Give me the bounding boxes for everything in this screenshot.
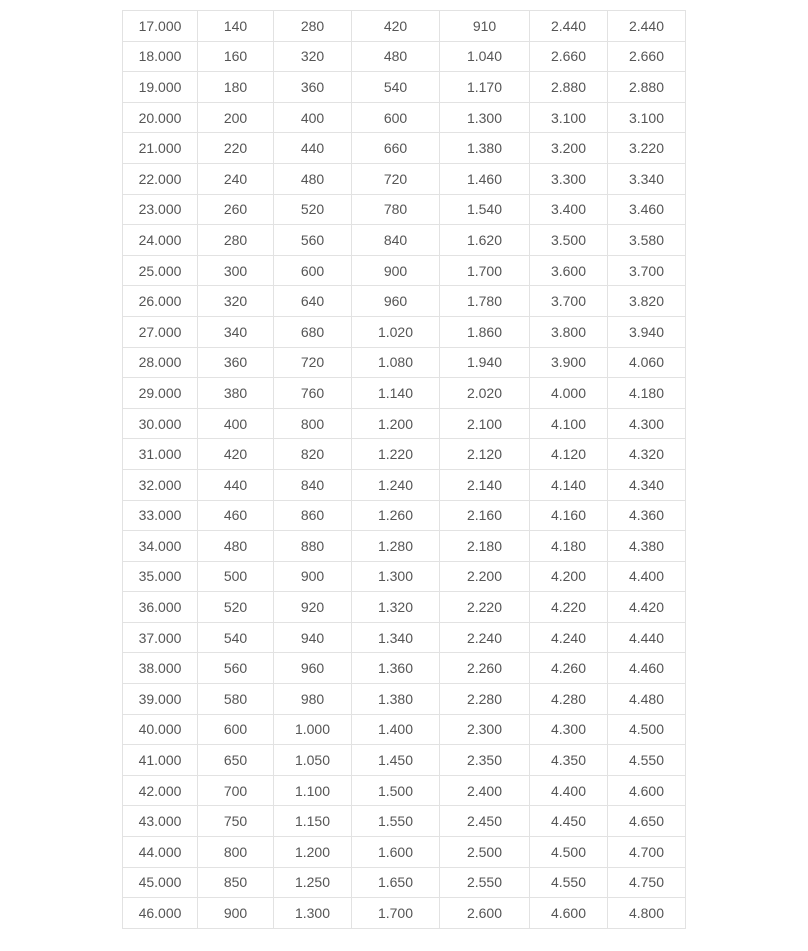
table-row [123,439,686,470]
table-cell: 43.000 [123,806,198,837]
table-cell: 680 [274,316,352,347]
table-row [123,561,686,592]
table-cell: 39.000 [123,684,198,715]
table-cell: 760 [274,378,352,409]
table-cell: 400 [198,408,274,439]
table-cell: 21.000 [123,133,198,164]
table-cell: 200 [198,102,274,133]
table-cell: 1.340 [352,622,440,653]
table-cell: 4.800 [608,898,686,929]
table-cell: 1.140 [352,378,440,409]
table-row [123,286,686,317]
table-row [123,622,686,653]
table-cell: 320 [274,41,352,72]
table-cell: 3.340 [608,163,686,194]
table-cell: 3.100 [530,102,608,133]
table-cell: 41.000 [123,745,198,776]
table-cell: 560 [274,225,352,256]
table-cell: 2.220 [440,592,530,623]
table-cell: 2.100 [440,408,530,439]
table-cell: 22.000 [123,163,198,194]
table-cell: 460 [198,500,274,531]
table-cell: 580 [198,684,274,715]
table-cell: 220 [198,133,274,164]
table-cell: 1.040 [440,41,530,72]
table-cell: 240 [198,163,274,194]
table-cell: 4.600 [530,898,608,929]
table-cell: 1.260 [352,500,440,531]
table-cell: 4.120 [530,439,608,470]
table-cell: 600 [198,714,274,745]
table-cell: 44.000 [123,837,198,868]
table-cell: 33.000 [123,500,198,531]
table-cell: 4.440 [608,622,686,653]
table-cell: 880 [274,531,352,562]
table-cell: 4.000 [530,378,608,409]
table-cell: 840 [274,469,352,500]
table-cell: 420 [352,11,440,42]
table-cell: 2.880 [530,72,608,103]
table-row [123,225,686,256]
table-cell: 1.360 [352,653,440,684]
table-cell: 540 [198,622,274,653]
table-cell: 4.260 [530,653,608,684]
table-cell: 1.600 [352,837,440,868]
table-cell: 2.440 [608,11,686,42]
table-cell: 38.000 [123,653,198,684]
table-cell: 160 [198,41,274,72]
table-cell: 4.180 [530,531,608,562]
table-cell: 36.000 [123,592,198,623]
table-row [123,378,686,409]
table-cell: 4.450 [530,806,608,837]
table-cell: 42.000 [123,775,198,806]
table-cell: 920 [274,592,352,623]
table-cell: 1.700 [440,255,530,286]
table-cell: 34.000 [123,531,198,562]
table-cell: 2.180 [440,531,530,562]
table-cell: 1.020 [352,316,440,347]
table-row [123,745,686,776]
table-cell: 4.600 [608,775,686,806]
table-row [123,653,686,684]
table-cell: 560 [198,653,274,684]
table-cell: 720 [274,347,352,378]
table-cell: 140 [198,11,274,42]
table-row [123,255,686,286]
table-row [123,11,686,42]
table-cell: 360 [274,72,352,103]
table-cell: 4.480 [608,684,686,715]
table-cell: 640 [274,286,352,317]
table-cell: 540 [352,72,440,103]
table-cell: 2.660 [608,41,686,72]
data-table [122,10,686,929]
table-cell: 260 [198,194,274,225]
table-cell: 46.000 [123,898,198,929]
table-cell: 2.120 [440,439,530,470]
table-cell: 380 [198,378,274,409]
table-cell: 2.550 [440,867,530,898]
table-cell: 4.280 [530,684,608,715]
table-cell: 3.600 [530,255,608,286]
table-row [123,347,686,378]
table-cell: 3.900 [530,347,608,378]
table-cell: 780 [352,194,440,225]
table-cell: 1.780 [440,286,530,317]
table-cell: 4.550 [530,867,608,898]
table-cell: 29.000 [123,378,198,409]
table-cell: 2.400 [440,775,530,806]
table-cell: 3.800 [530,316,608,347]
table-cell: 4.350 [530,745,608,776]
table-cell: 480 [274,163,352,194]
table-row [123,714,686,745]
table-cell: 31.000 [123,439,198,470]
table-cell: 35.000 [123,561,198,592]
table-cell: 1.320 [352,592,440,623]
table-cell: 2.350 [440,745,530,776]
table-cell: 20.000 [123,102,198,133]
table-cell: 40.000 [123,714,198,745]
table-cell: 1.550 [352,806,440,837]
table-cell: 17.000 [123,11,198,42]
table-cell: 1.170 [440,72,530,103]
table-cell: 1.300 [352,561,440,592]
table-row [123,837,686,868]
table-cell: 1.150 [274,806,352,837]
table-cell: 3.200 [530,133,608,164]
table-cell: 280 [198,225,274,256]
table-cell: 2.500 [440,837,530,868]
table-cell: 4.100 [530,408,608,439]
table-cell: 3.580 [608,225,686,256]
table-cell: 1.940 [440,347,530,378]
table-row [123,806,686,837]
table-cell: 800 [198,837,274,868]
table-cell: 480 [352,41,440,72]
table-cell: 30.000 [123,408,198,439]
table-cell: 1.540 [440,194,530,225]
table-cell: 750 [198,806,274,837]
table-cell: 4.460 [608,653,686,684]
table-row [123,469,686,500]
table-cell: 1.400 [352,714,440,745]
table-cell: 910 [440,11,530,42]
table-cell: 4.550 [608,745,686,776]
table-cell: 2.660 [530,41,608,72]
table-cell: 900 [198,898,274,929]
table-cell: 23.000 [123,194,198,225]
table-cell: 280 [274,11,352,42]
table-cell: 3.400 [530,194,608,225]
table-cell: 1.000 [274,714,352,745]
table-cell: 26.000 [123,286,198,317]
table-cell: 900 [274,561,352,592]
table-cell: 4.650 [608,806,686,837]
table-cell: 32.000 [123,469,198,500]
table-cell: 37.000 [123,622,198,653]
table-row [123,102,686,133]
table-row [123,72,686,103]
table-cell: 2.020 [440,378,530,409]
table-cell: 3.220 [608,133,686,164]
table-cell: 18.000 [123,41,198,72]
table-cell: 2.140 [440,469,530,500]
table-cell: 4.700 [608,837,686,868]
table-cell: 2.260 [440,653,530,684]
table-cell: 4.420 [608,592,686,623]
table-cell: 360 [198,347,274,378]
table-cell: 820 [274,439,352,470]
table-row [123,133,686,164]
table-cell: 4.160 [530,500,608,531]
table-cell: 4.220 [530,592,608,623]
table-cell: 45.000 [123,867,198,898]
table-cell: 1.460 [440,163,530,194]
table-cell: 1.240 [352,469,440,500]
table-cell: 3.300 [530,163,608,194]
table-cell: 980 [274,684,352,715]
table-cell: 1.650 [352,867,440,898]
table-cell: 1.050 [274,745,352,776]
table-cell: 4.060 [608,347,686,378]
table-cell: 2.300 [440,714,530,745]
table-cell: 180 [198,72,274,103]
table-row [123,500,686,531]
table-cell: 1.100 [274,775,352,806]
table-cell: 2.280 [440,684,530,715]
table-cell: 1.380 [352,684,440,715]
table-cell: 4.750 [608,867,686,898]
table-cell: 700 [198,775,274,806]
table-cell: 4.400 [608,561,686,592]
table-cell: 4.400 [530,775,608,806]
table-cell: 1.300 [274,898,352,929]
table-cell: 3.700 [530,286,608,317]
table-cell: 900 [352,255,440,286]
table-cell: 3.100 [608,102,686,133]
table-cell: 940 [274,622,352,653]
table-cell: 520 [198,592,274,623]
table-cell: 720 [352,163,440,194]
table-cell: 500 [198,561,274,592]
table-cell: 28.000 [123,347,198,378]
table-cell: 4.180 [608,378,686,409]
table-cell: 2.240 [440,622,530,653]
table-row [123,684,686,715]
table-row [123,867,686,898]
table-cell: 4.240 [530,622,608,653]
table-cell: 2.200 [440,561,530,592]
table-cell: 4.200 [530,561,608,592]
table-row [123,531,686,562]
table-cell: 850 [198,867,274,898]
table-cell: 1.250 [274,867,352,898]
table-cell: 3.460 [608,194,686,225]
table-cell: 600 [274,255,352,286]
table-cell: 1.450 [352,745,440,776]
table-cell: 4.340 [608,469,686,500]
table-cell: 1.860 [440,316,530,347]
table-cell: 840 [352,225,440,256]
table-cell: 1.500 [352,775,440,806]
table-cell: 27.000 [123,316,198,347]
table-cell: 520 [274,194,352,225]
table-cell: 4.360 [608,500,686,531]
table-cell: 25.000 [123,255,198,286]
table-cell: 600 [352,102,440,133]
table-row [123,775,686,806]
table-cell: 1.620 [440,225,530,256]
table-cell: 1.200 [352,408,440,439]
table-row [123,41,686,72]
table-cell: 4.500 [608,714,686,745]
table-row [123,592,686,623]
table-cell: 3.820 [608,286,686,317]
table-cell: 4.300 [530,714,608,745]
table-cell: 19.000 [123,72,198,103]
table-row [123,898,686,929]
table-cell: 2.160 [440,500,530,531]
table-cell: 3.940 [608,316,686,347]
table-cell: 860 [274,500,352,531]
table-cell: 3.500 [530,225,608,256]
table-cell: 1.080 [352,347,440,378]
table-cell: 4.140 [530,469,608,500]
table-row [123,408,686,439]
table-cell: 400 [274,102,352,133]
table-body [123,11,686,929]
table-cell: 420 [198,439,274,470]
table-cell: 340 [198,316,274,347]
table-cell: 650 [198,745,274,776]
table-row [123,163,686,194]
table-row [123,194,686,225]
table-row [123,316,686,347]
table-cell: 1.300 [440,102,530,133]
table-cell: 2.440 [530,11,608,42]
table-cell: 320 [198,286,274,317]
table-cell: 1.380 [440,133,530,164]
table-cell: 4.300 [608,408,686,439]
table-cell: 24.000 [123,225,198,256]
table-cell: 660 [352,133,440,164]
table-cell: 1.220 [352,439,440,470]
table-cell: 440 [274,133,352,164]
table-cell: 4.380 [608,531,686,562]
table-cell: 960 [274,653,352,684]
table-cell: 2.450 [440,806,530,837]
table-cell: 1.280 [352,531,440,562]
table-cell: 4.500 [530,837,608,868]
table-cell: 440 [198,469,274,500]
table-cell: 2.880 [608,72,686,103]
table-cell: 4.320 [608,439,686,470]
table-cell: 300 [198,255,274,286]
table-cell: 2.600 [440,898,530,929]
table-cell: 800 [274,408,352,439]
table-cell: 1.200 [274,837,352,868]
table-cell: 480 [198,531,274,562]
table-cell: 960 [352,286,440,317]
table-cell: 3.700 [608,255,686,286]
table-cell: 1.700 [352,898,440,929]
